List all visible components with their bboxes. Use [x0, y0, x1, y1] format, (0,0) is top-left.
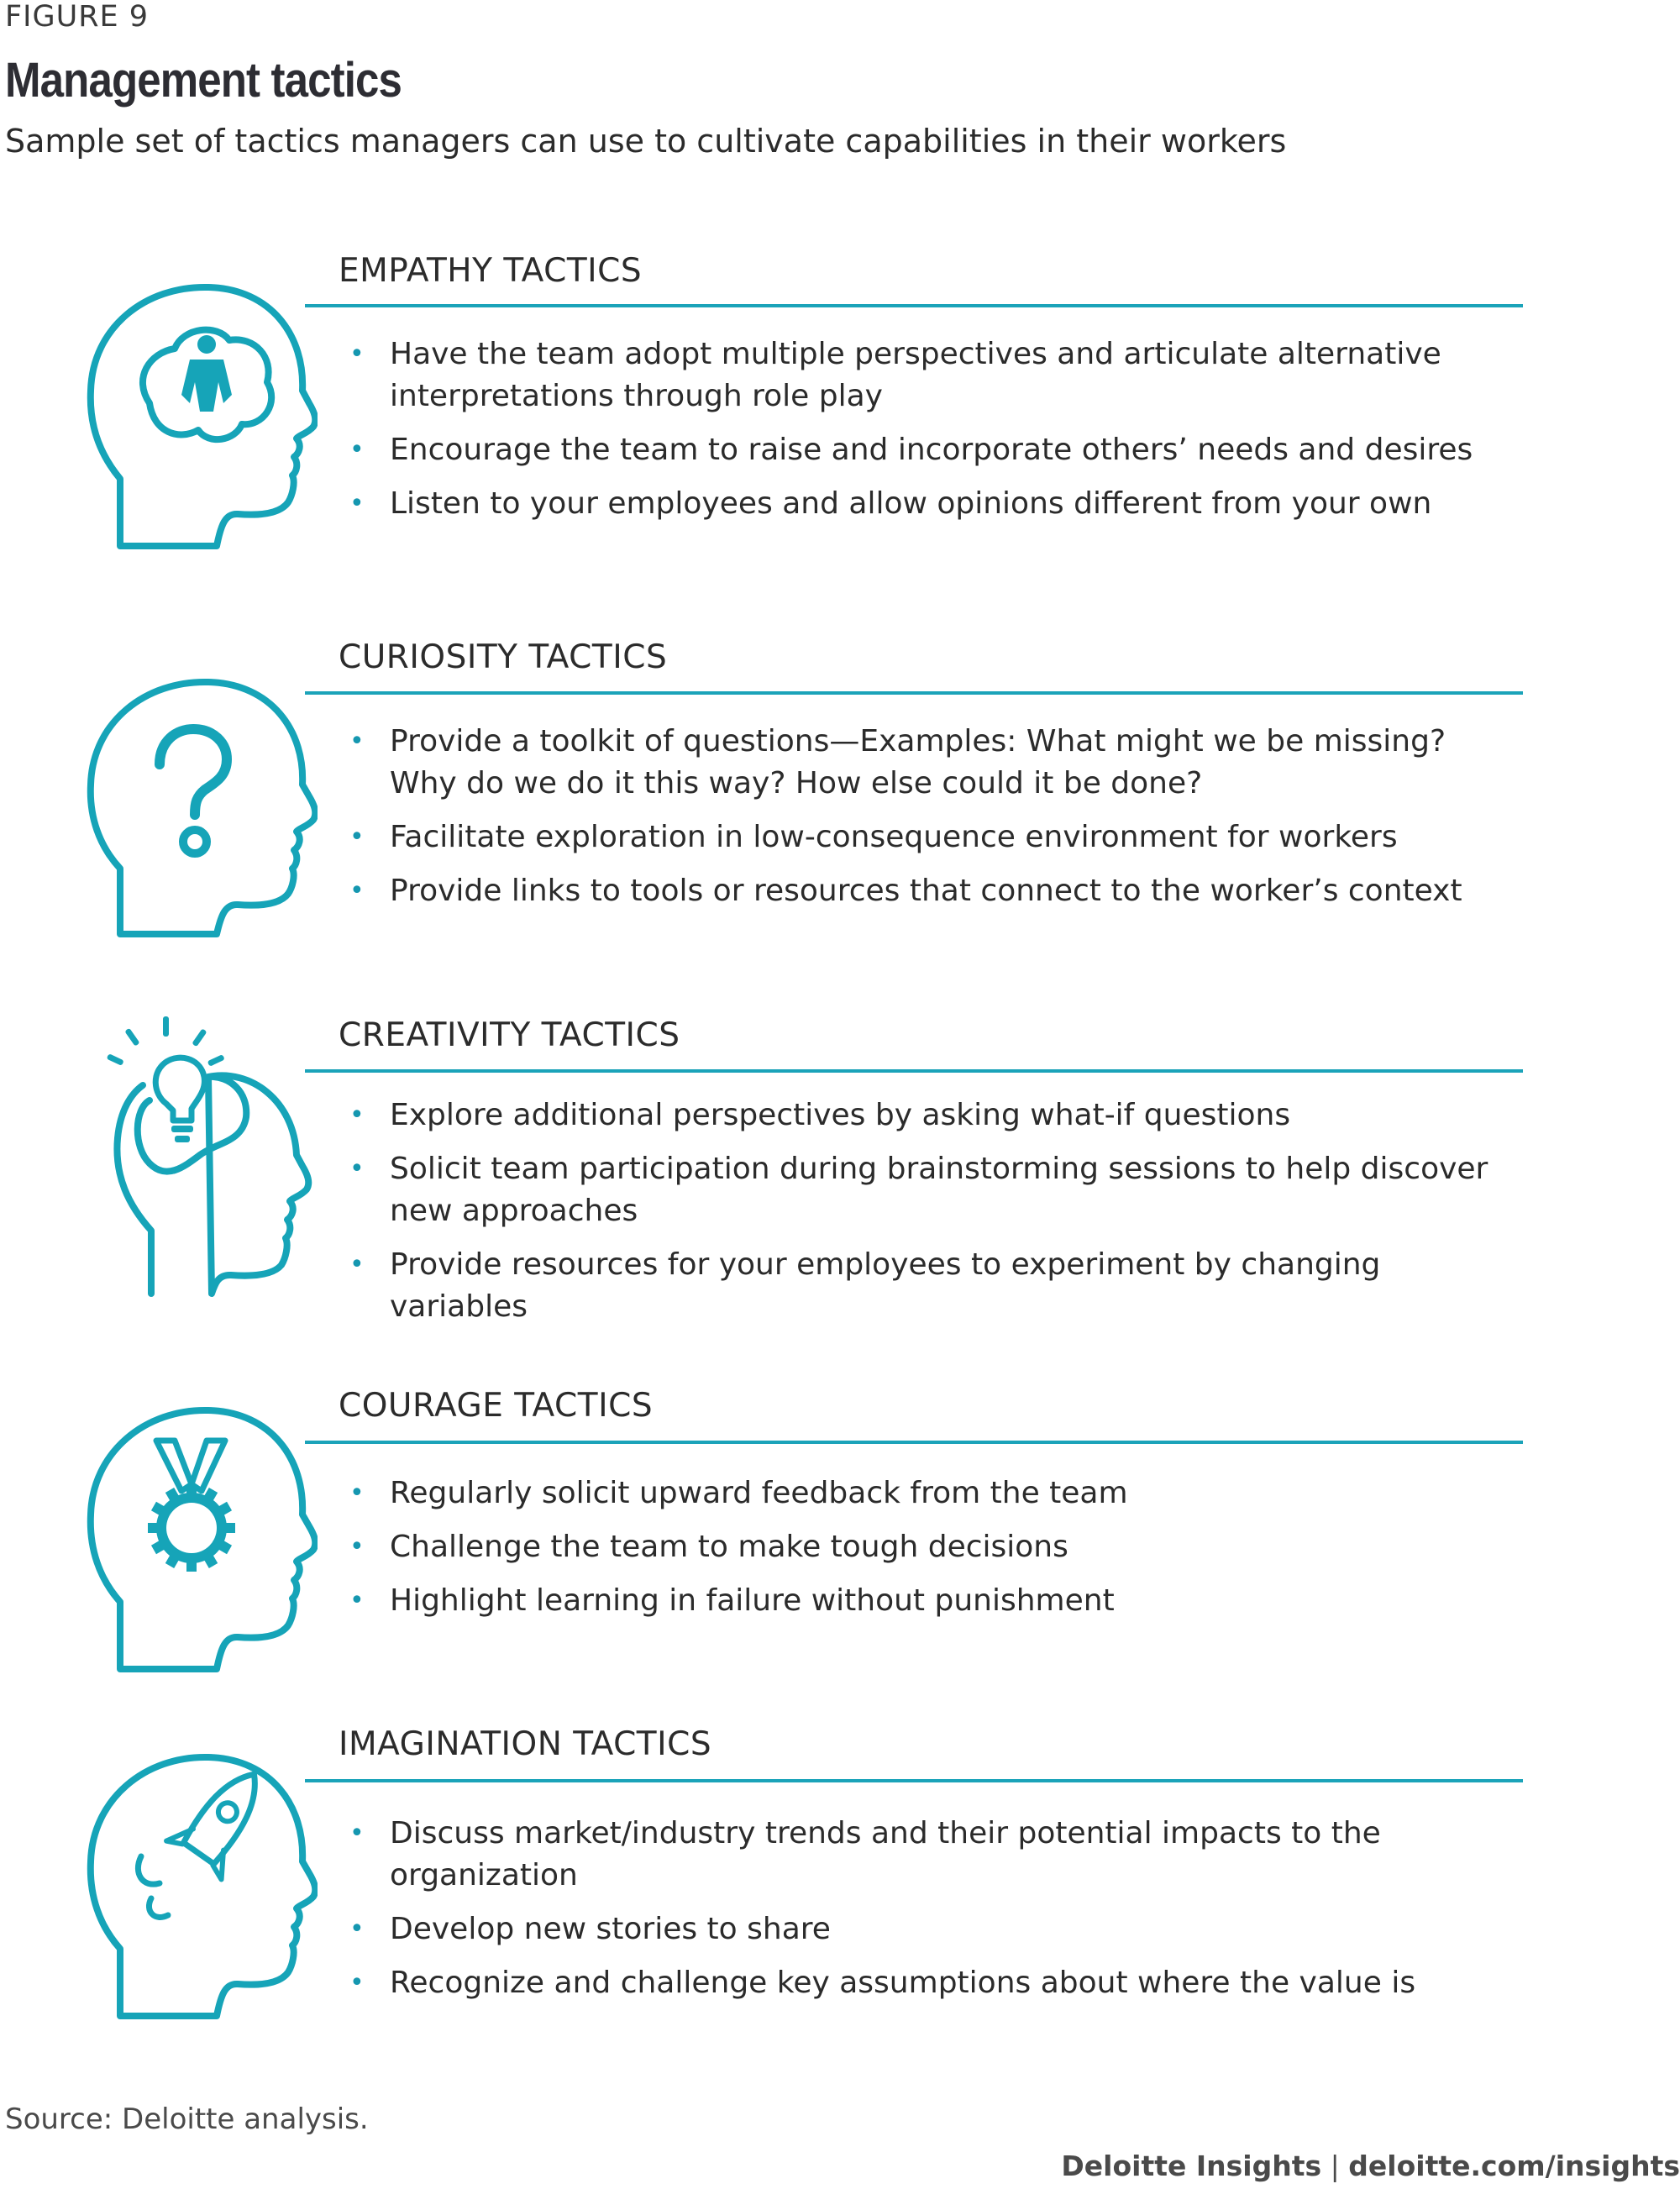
head-with-question-mark-icon	[82, 674, 318, 946]
footer-credit	[1061, 2150, 1680, 2182]
list-item: • Provide links to tools or resources that connect to the worker’s context	[349, 870, 1509, 912]
list-item: • Provide resources for your employees to experiment by changing variables	[349, 1244, 1509, 1328]
footer-separator: |	[1330, 2150, 1340, 2182]
bullet-list	[349, 333, 1509, 537]
section-divider	[305, 1441, 1523, 1444]
section-divider	[305, 304, 1523, 307]
list-item: • Listen to your employees and allow opinions different from your own	[349, 483, 1509, 525]
section-title: COURAGE TACTICS	[339, 1387, 654, 1425]
section-title: CREATIVITY TACTICS	[339, 1016, 680, 1054]
list-item: • Regularly solicit upward feedback from the team	[349, 1472, 1509, 1514]
list-item: • Provide a toolkit of questions—Examples: What might we be missing? Why do we do it this way? How else could it be done?	[349, 721, 1509, 805]
head-with-lightbulb-icon	[82, 1016, 318, 1322]
bullet-list	[349, 1472, 1509, 1634]
bullet-list	[349, 721, 1509, 924]
figure-label: FIGURE 9	[5, 0, 150, 34]
list-item: • Have the team adopt multiple perspectives and articulate alternative interpretations through role play	[349, 333, 1509, 417]
list-item: • Explore additional perspectives by asking what-if questions	[349, 1094, 1509, 1136]
list-item: • Solicit team participation during brainstorming sessions to help discover new approaches	[349, 1148, 1509, 1232]
head-with-rocket-icon	[82, 1747, 318, 2028]
bullet-list	[349, 1094, 1509, 1340]
footer-url: deloitte.com/insights	[1348, 2150, 1680, 2182]
section-divider	[305, 1069, 1523, 1073]
section-title: EMPATHY TACTICS	[339, 252, 643, 290]
footer-brand: Deloitte Insights	[1061, 2150, 1322, 2182]
section-title: CURIOSITY TACTICS	[339, 638, 668, 676]
list-item: • Encourage the team to raise and incorporate others’ needs and desires	[349, 429, 1509, 471]
list-item: • Recognize and challenge key assumptions about where the value is	[349, 1962, 1509, 2004]
head-with-medal-icon	[82, 1400, 318, 1681]
head-with-person-icon	[82, 277, 318, 558]
section-title: IMAGINATION TACTICS	[339, 1725, 712, 1763]
bullet-list	[349, 1813, 1509, 2016]
list-item: • Discuss market/industry trends and their potential impacts to the organization	[349, 1813, 1509, 1897]
list-item: • Develop new stories to share	[349, 1908, 1509, 1950]
section-divider	[305, 1779, 1523, 1782]
section-divider	[305, 691, 1523, 695]
page-title: Management tactics	[5, 53, 402, 108]
source-note: Source: Deloitte analysis.	[5, 2102, 369, 2136]
list-item: • Facilitate exploration in low-consequence environment for workers	[349, 816, 1509, 858]
list-item: • Challenge the team to make tough decisions	[349, 1526, 1509, 1568]
list-item: • Highlight learning in failure without punishment	[349, 1580, 1509, 1622]
page-subtitle: Sample set of tactics managers can use to cultivate capabilities in their workers	[5, 123, 1287, 160]
